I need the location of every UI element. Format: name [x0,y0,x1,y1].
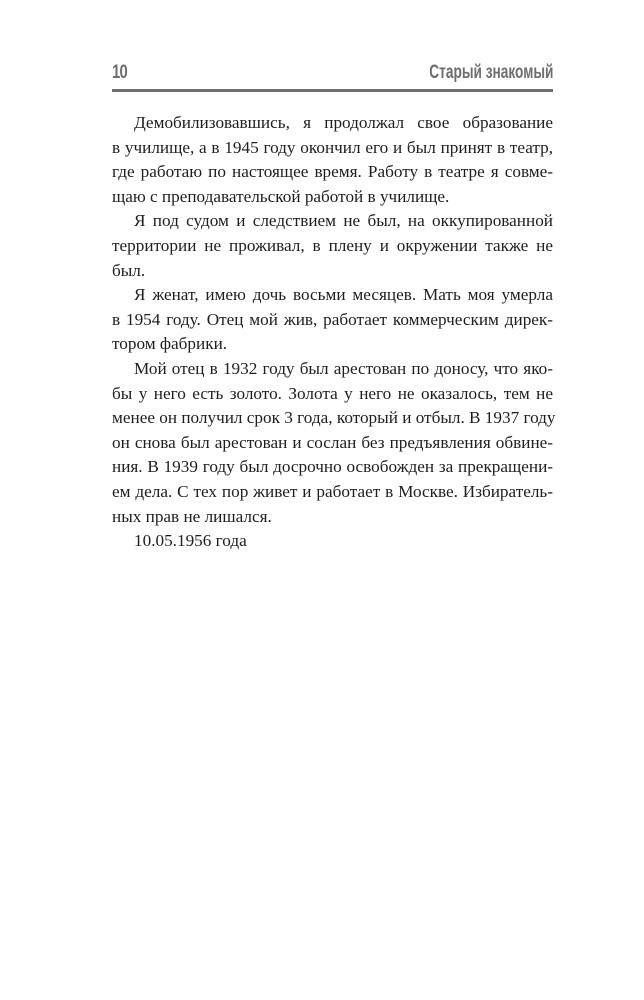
text-line: Я женат, имею дочь восьми месяцев. Мать моя умерла [134,285,553,305]
paragraph [112,111,553,209]
running-head [112,62,553,88]
page-number: 10 [112,62,127,83]
text-line: щаю с преподавательской работой в училище. [112,186,450,206]
text-line: он снова был арестован и сослан без предъявления обвине- [112,432,553,452]
text-line: тором фабрики. [112,334,228,354]
header-rule [112,89,553,92]
chapter-title: Старый знакомый [428,62,553,83]
paragraph-date [112,529,553,554]
text-line: ния. В 1939 году был досрочно освобожден за прекращени- [112,457,553,477]
paragraph [112,283,553,357]
body-text [112,111,556,554]
paragraph [112,209,553,283]
text-line: где работаю по настоящее время. Работу в театре я совме- [112,162,553,182]
date-line: 10.05.1956 года [134,531,247,551]
paragraph [112,357,556,529]
text-line: Я под судом и следствием не был, на оккупированной [134,211,553,231]
text-line: территории не проживал, в плену и окружении также не [112,235,553,255]
text-line: Мой отец в 1932 году был арестован по доносу, что яко- [134,358,553,378]
text-line: Демобилизовавшись, я продолжал свое образование [134,113,553,132]
text-line: бы у него есть золото. Золота у него не оказалось, тем не [112,383,553,403]
text-line: менее он получил срок 3 года, который и отбыл. В 1937 году [112,408,556,428]
text-line: был. [112,260,146,280]
text-line: в училище, а в 1945 году окончил его и был принят в театр, [112,137,553,157]
text-line: ных прав не лишался. [112,506,272,526]
text-line: в 1954 году. Отец мой жив, работает коммерческим дирек- [112,309,553,329]
text-line: ем дела. С тех пор живет и работает в Москве. Избиратель- [112,481,553,501]
